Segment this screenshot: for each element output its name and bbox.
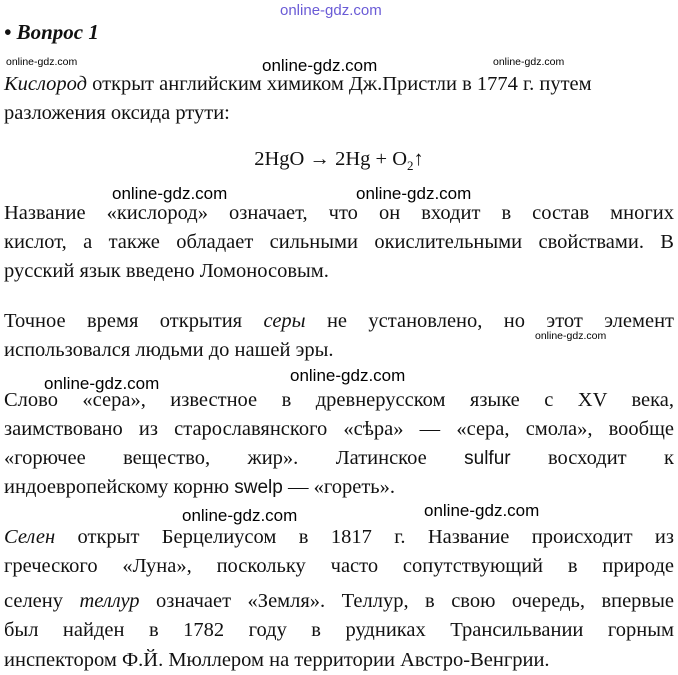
p5-line-1: Селен открыт Берцелиусом в 1817 г. Название происходит из [4,526,674,548]
p4-line-2: заимствовано из старославянского «сѣра» — «сера, смола», вообще [4,418,674,440]
p5-line-2: греческого «Луна», поскольку часто сопутствующий в природе [4,555,674,577]
p2-line-1: Название «кислород» означает, что он входит в состав многих [4,202,674,224]
p2-line-3: русский язык введено Ломоносовым. [4,260,329,282]
chemical-equation: $2HgO \to 2Hg + O_2↑$ [254,148,424,174]
watermark-top: online-gdz.com [280,2,382,19]
p5-line-4: был найден в 1782 году в рудниках Трансильвании горным [4,619,674,641]
term-tellurium: теллур [79,590,140,612]
watermark: online-gdz.com [290,366,406,385]
p5-line-3: селену теллур означает «Земля». Теллур, в свою очередь, впервые [4,590,674,612]
p1-line-1: Кислород открыт английским химиком Дж.Пристли в 1774 г. путем [4,73,592,95]
watermark: online-gdz.com [6,56,78,68]
watermark: online-gdz.com [424,501,540,520]
watermark: online-gdz.com [182,506,298,525]
watermark: online-gdz.com [112,184,228,203]
p4-line-1: Слово «сера», известное в древнерусском языке с XV века, [4,389,674,411]
watermark: online-gdz.com [493,56,565,68]
p5-line-5: инспектором Ф.Й. Мюллером на территории Австро-Венгрии. [4,649,550,671]
watermark: online-gdz.com [356,184,472,203]
p3-line-1: Точное время открытия серы не установлено, но этот элемент [4,310,674,332]
question-heading: • Вопрос 1 [4,20,99,44]
watermark: online-gdz.com [262,56,378,75]
term-oxygen: Кислород [4,73,88,95]
p1-line-2: разложения оксида ртути: [4,102,230,124]
watermark: online-gdz.com [535,330,607,342]
watermark: online-gdz.com [44,374,160,393]
p3-line-2: использовался людьми до нашей эры. [4,339,334,361]
p4-line-3: «горючее вещество, жир». Латинское sulfur восходит к [4,447,674,469]
term-selenium: Селен [4,526,56,548]
term-sulfur: серы [263,310,306,332]
p4-line-4: индоевропейскому корню swelp — «гореть». [4,476,396,498]
p2-line-2: кислот, а также обладает сильными окислительными свойствами. В [4,231,674,253]
